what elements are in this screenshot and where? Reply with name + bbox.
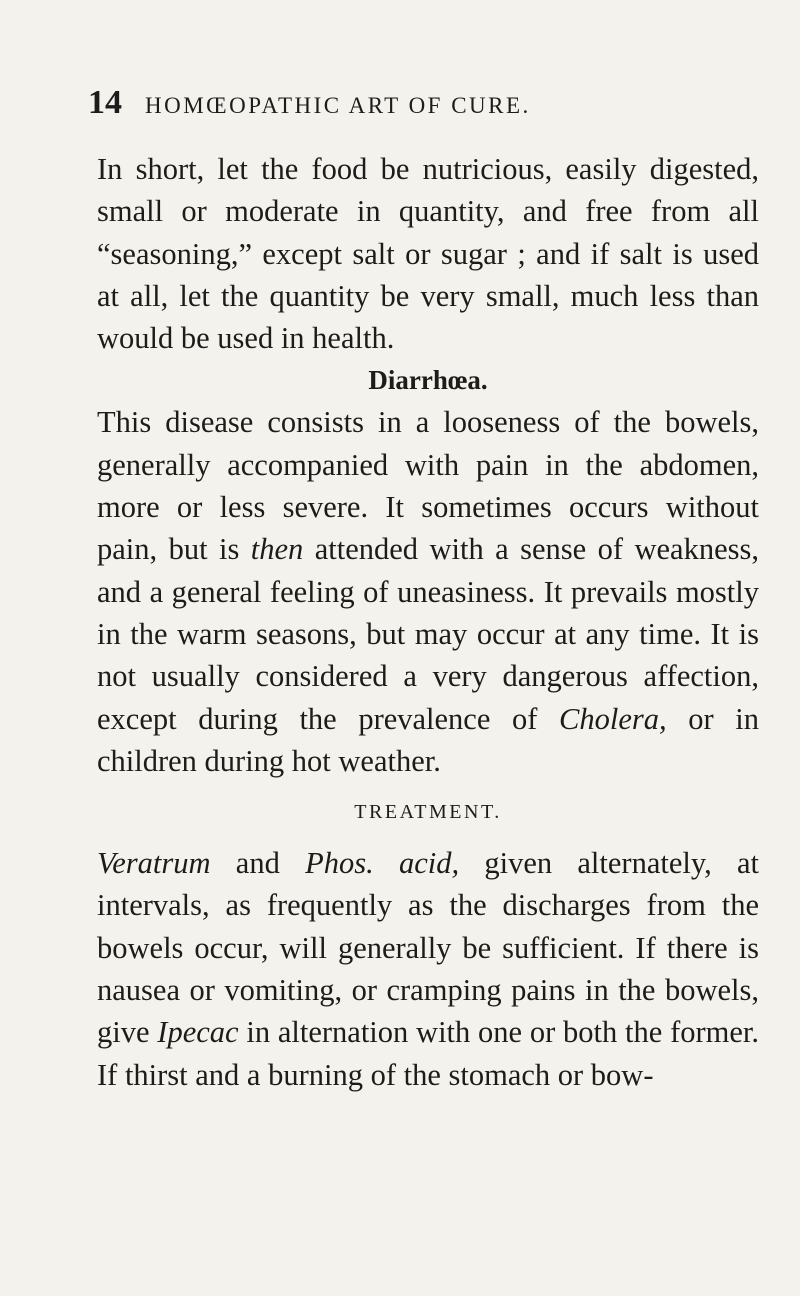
paragraph-text: in alternation with one or both the former. If thirst and a burning of the stomach or bow-: [97, 1015, 760, 1092]
body-text: [97, 148, 759, 1096]
paragraph-disease-description: [97, 401, 759, 782]
paragraph-food: In short, let the food be nutricious, easily digested, small or moderate in quantity, and free from all “seasoning,” except salt or sugar ; and if salt is used at all, let the quantity be very small, much less than would be used in health.: [97, 152, 759, 356]
remedy-veratrum: Veratrum: [97, 846, 211, 881]
page-number: 14: [88, 84, 122, 121]
remedy-ipecac: Ipecac: [157, 1015, 239, 1050]
paragraph-text: attended with a sense of weakness, and a general feeling of uneasiness. It prevails mostly in the warm seasons, but may occur at any time. It is not usually considered a very dangerous affection, except during the prevalence of: [97, 532, 759, 736]
emphasis-cholera: Cholera,: [559, 701, 667, 736]
paragraph-text: and: [210, 846, 306, 881]
page-header: [40, 84, 760, 140]
remedy-phos-acid: Phos. acid,: [305, 846, 460, 881]
emphasis-then: then: [250, 532, 304, 567]
treatment-heading: TREATMENT.: [354, 801, 502, 824]
paragraph-text: or in children during hot weather.: [97, 701, 759, 778]
paragraph-text: given alternately, at intervals, as frequently as the discharges from the bowels occur, will generally be sufficient. If there is nausea or vomiting, or cramping pains in the bowels, give: [97, 846, 760, 1050]
running-head: HOMŒOPATHIC ART OF CURE.: [145, 93, 531, 118]
paragraph-treatment: [97, 842, 759, 1096]
section-heading-diarrhoea: Diarrhœa.: [368, 365, 488, 396]
paragraph-text: This disease consists in a looseness of the bowels, generally accompanied with pain in the abdomen, more or less severe. It sometimes occurs without pain, but is: [97, 405, 759, 567]
